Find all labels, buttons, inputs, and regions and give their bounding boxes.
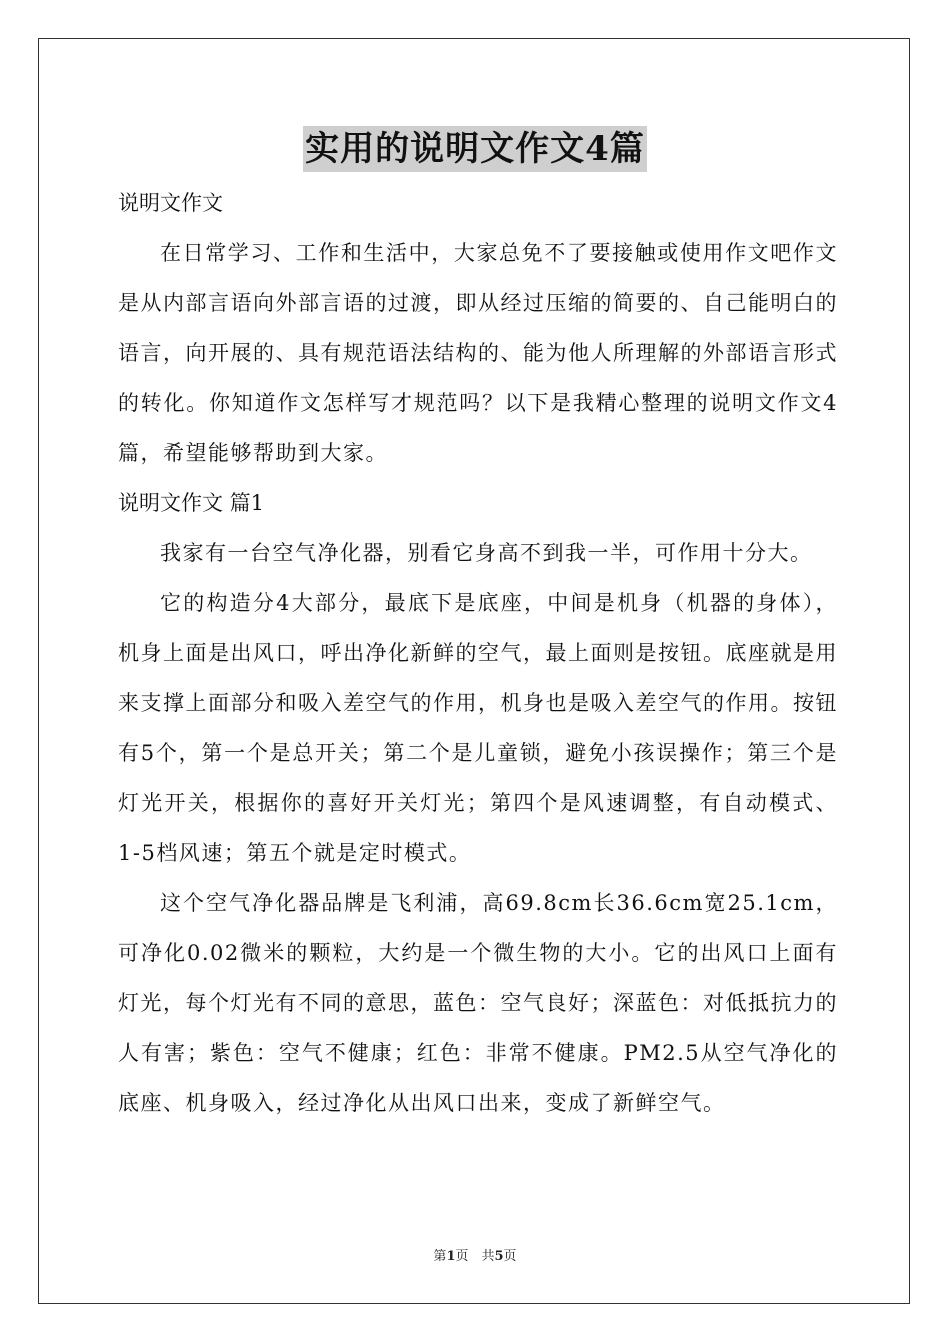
page-footer	[0, 1245, 950, 1264]
paragraph: 在日常学习、工作和生活中，大家总免不了要接触或使用作文吧作文是从内部言语向外部言语的过渡，即从经过压缩的简要的、自己能明白的语言，向开展的、具有规范语法结构的、能为他人所理解的外部语言形式的转化。你知道作文怎样写才规范吗？以下是我精心整理的说明文作文4篇，希望能够帮助到大家。	[118, 241, 838, 465]
document-body	[118, 178, 838, 1128]
paragraph: 这个空气净化器品牌是飞利浦，高69.8cm长36.6cm宽25.1cm，可净化0.02微米的颗粒，大约是一个微生物的大小。它的出风口上面有灯光，每个灯光有不同的意思，蓝色：空气良好；深蓝色：对低抵抗力的人有害；紫色：空气不健康；红色：非常不健康。PM2.5从空气净化的底座、机身吸入，经过净化从出风口出来，变成了新鲜空气。	[118, 891, 838, 1115]
footer-total-pages: 5	[494, 1249, 504, 1264]
footer-suffix: 页	[503, 1249, 517, 1264]
paragraph: 我家有一台空气净化器，别看它身高不到我一半，可作用十分大。	[160, 541, 813, 565]
section-heading: 说明文作文 篇1	[118, 491, 265, 515]
document-title: 实用的说明文作文4篇	[303, 126, 647, 172]
section-heading: 说明文作文	[118, 191, 223, 215]
footer-current-page: 1	[446, 1249, 456, 1264]
title-wrap	[0, 126, 950, 172]
paragraph: 它的构造分4大部分，最底下是底座，中间是机身（机器的身体），机身上面是出风口，呼出净化新鲜的空气，最上面则是按钮。底座就是用来支撑上面部分和吸入差空气的作用，机身也是吸入差空气的作用。按钮有5个，第一个是总开关；第二个是儿童锁，避免小孩误操作；第三个是灯光开关，根据你的喜好开关灯光；第四个是风速调整，有自动模式、1-5档风速；第五个就是定时模式。	[118, 591, 838, 865]
footer-prefix: 第	[433, 1249, 447, 1264]
footer-mid: 页 共	[455, 1249, 495, 1264]
